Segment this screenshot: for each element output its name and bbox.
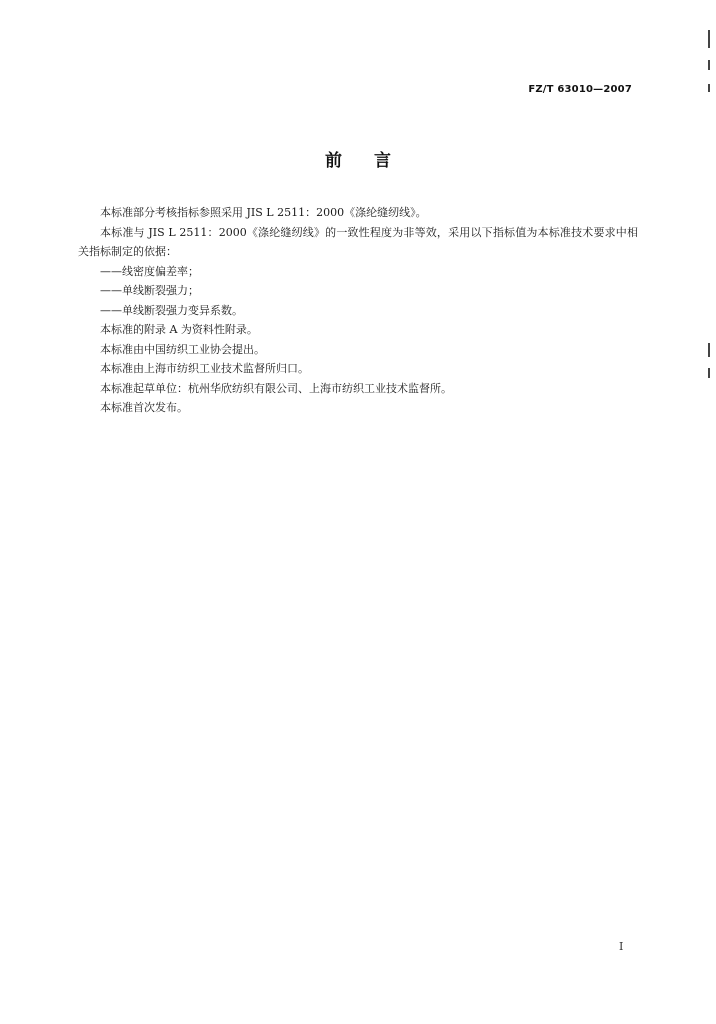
page-number: I [619, 940, 624, 953]
foreword-body [78, 203, 638, 418]
paragraph-appendix: 本标准的附录 A 为资料性附录。 [100, 323, 258, 336]
paragraph-first-release: 本标准首次发布。 [100, 401, 188, 414]
list-item-strength-cv: ——单线断裂强力变异系数。 [100, 303, 243, 317]
list-item-breaking-strength: ——单线断裂强力； [100, 284, 199, 297]
paragraph-consistency: 本标准与 JIS L 2511：2000《涤纶缝纫线》的一致性程度为非等效，采用以下指标值为本标准技术要求中相关指标制定的依据： [78, 225, 638, 258]
scan-edge-mark [708, 343, 710, 357]
scan-edge-mark [708, 60, 710, 70]
paragraph-centralized-by: 本标准由上海市纺织工业技术监督所归口。 [100, 362, 309, 375]
scan-edge-mark [708, 368, 710, 378]
list-item-linear-density: ——线密度偏差率； [100, 264, 199, 278]
paragraph-drafting-units: 本标准起草单位：杭州华欣纺织有限公司、上海市纺织工业技术监督所。 [100, 381, 452, 395]
standard-number: FZ/T 63010—2007 [528, 84, 632, 95]
page-title: 前言 [325, 151, 423, 171]
scan-edge-mark [708, 30, 710, 48]
paragraph-reference-standard: 本标准部分考核指标参照采用 JIS L 2511：2000《涤纶缝纫线》。 [100, 206, 427, 219]
paragraph-proposed-by: 本标准由中国纺织工业协会提出。 [100, 342, 265, 356]
scan-edge-mark [708, 84, 710, 92]
